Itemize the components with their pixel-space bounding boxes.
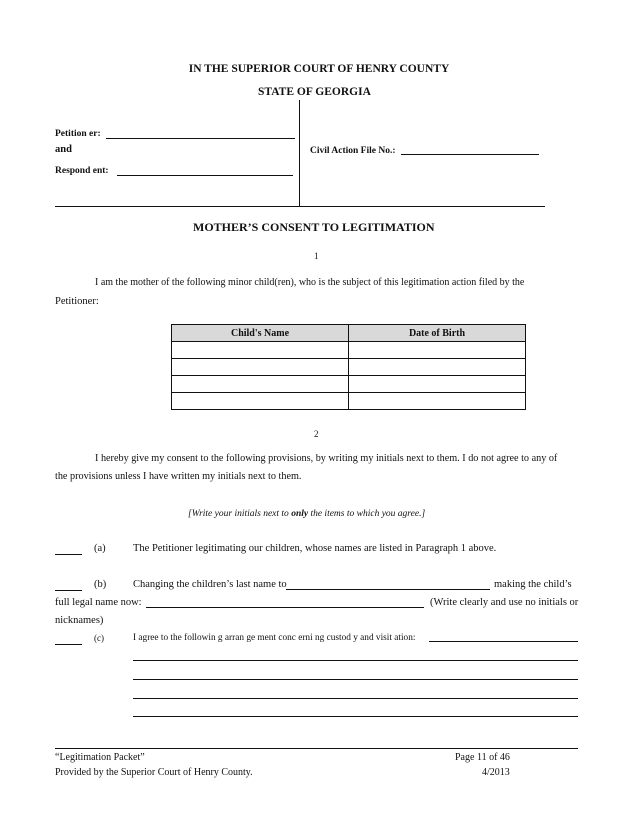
column-header-date-of-birth: Date of Birth bbox=[349, 325, 526, 342]
item-a-text: The Petitioner legitimating our children, whose names are listed in Paragraph 1 above. bbox=[133, 543, 497, 554]
section2-text-line1: I hereby give my consent to the following provisions, by writing my initials next to them. I do not agree to any of bbox=[95, 453, 558, 464]
petitioner-field[interactable] bbox=[106, 138, 295, 139]
date-of-birth-cell[interactable] bbox=[349, 342, 526, 359]
child-name-cell[interactable] bbox=[172, 359, 349, 376]
item-b-label: (b) bbox=[94, 579, 107, 590]
initials-field-a[interactable] bbox=[55, 554, 82, 555]
custody-arrangement-field[interactable] bbox=[429, 641, 578, 642]
date-of-birth-cell[interactable] bbox=[349, 393, 526, 410]
child-name-cell[interactable] bbox=[172, 376, 349, 393]
paragraph-number-2: 2 bbox=[314, 429, 319, 439]
item-c-label: (c) bbox=[94, 633, 104, 643]
caption-bottom-rule bbox=[55, 206, 545, 207]
table-row bbox=[172, 359, 526, 376]
petitioner-label: Petition er: bbox=[55, 129, 101, 139]
table-row bbox=[172, 342, 526, 359]
document-title: MOTHER’S CONSENT TO LEGITIMATION bbox=[193, 220, 435, 234]
item-b-text-1: Changing the children’s last name to bbox=[133, 579, 287, 590]
full-legal-name-field[interactable] bbox=[146, 607, 424, 608]
table-row bbox=[172, 393, 526, 410]
item-b-text-2: making the child’s bbox=[494, 579, 572, 590]
footer-packet-title: “Legitimation Packet” bbox=[55, 752, 145, 763]
item-a-label: (a) bbox=[94, 543, 106, 554]
section1-text-line1: I am the mother of the following minor child(ren), who is the subject of this legitimation action filed by the bbox=[95, 277, 525, 288]
instruction-text-end: the items to which you agree.] bbox=[308, 509, 426, 519]
state-heading: STATE OF GEORGIA bbox=[258, 86, 371, 98]
section2-text-line2: the provisions unless I have written my initials next to them. bbox=[55, 471, 302, 482]
footer-rule bbox=[55, 748, 578, 749]
paragraph-number-1: 1 bbox=[314, 251, 319, 261]
footer-page-number: Page 11 of 46 bbox=[455, 752, 510, 763]
caption-divider bbox=[299, 100, 300, 206]
item-b-text-5: nicknames) bbox=[55, 615, 104, 626]
respondent-field[interactable] bbox=[117, 175, 293, 176]
file-no-field[interactable] bbox=[401, 154, 539, 155]
initials-field-b[interactable] bbox=[55, 590, 82, 591]
custody-line-2[interactable] bbox=[133, 679, 578, 680]
instruction-emphasis: only bbox=[291, 509, 309, 519]
item-b-text-3: full legal name now: bbox=[55, 597, 142, 608]
and-label: and bbox=[55, 144, 72, 155]
section1-text-line2: Petitioner: bbox=[55, 296, 99, 307]
court-heading: IN THE SUPERIOR COURT OF HENRY COUNTY bbox=[188, 63, 450, 75]
custody-line-1[interactable] bbox=[133, 660, 578, 661]
custody-line-4[interactable] bbox=[133, 716, 578, 717]
footer-date: 4/2013 bbox=[482, 767, 510, 778]
date-of-birth-cell[interactable] bbox=[349, 376, 526, 393]
table-row bbox=[172, 376, 526, 393]
child-name-cell[interactable] bbox=[172, 393, 349, 410]
item-b-text-4: (Write clearly and use no initials or bbox=[430, 597, 579, 608]
item-c-text: I agree to the followin g arran ge ment conc erni ng custod y and visit ation: bbox=[133, 633, 416, 643]
respondent-label: Respond ent: bbox=[55, 166, 109, 176]
table-header-row bbox=[172, 325, 526, 342]
child-name-cell[interactable] bbox=[172, 342, 349, 359]
initials-instruction bbox=[188, 509, 425, 519]
instruction-text-start: [Write your initials next to bbox=[188, 509, 292, 519]
custody-line-3[interactable] bbox=[133, 698, 578, 699]
file-no-label: Civil Action File No.: bbox=[310, 146, 396, 156]
new-last-name-field[interactable] bbox=[286, 589, 490, 590]
footer-provider: Provided by the Superior Court of Henry County. bbox=[55, 767, 253, 778]
initials-field-c[interactable] bbox=[55, 644, 82, 645]
date-of-birth-cell[interactable] bbox=[349, 359, 526, 376]
column-header-child-name: Child's Name bbox=[172, 325, 349, 342]
children-table bbox=[171, 324, 526, 410]
